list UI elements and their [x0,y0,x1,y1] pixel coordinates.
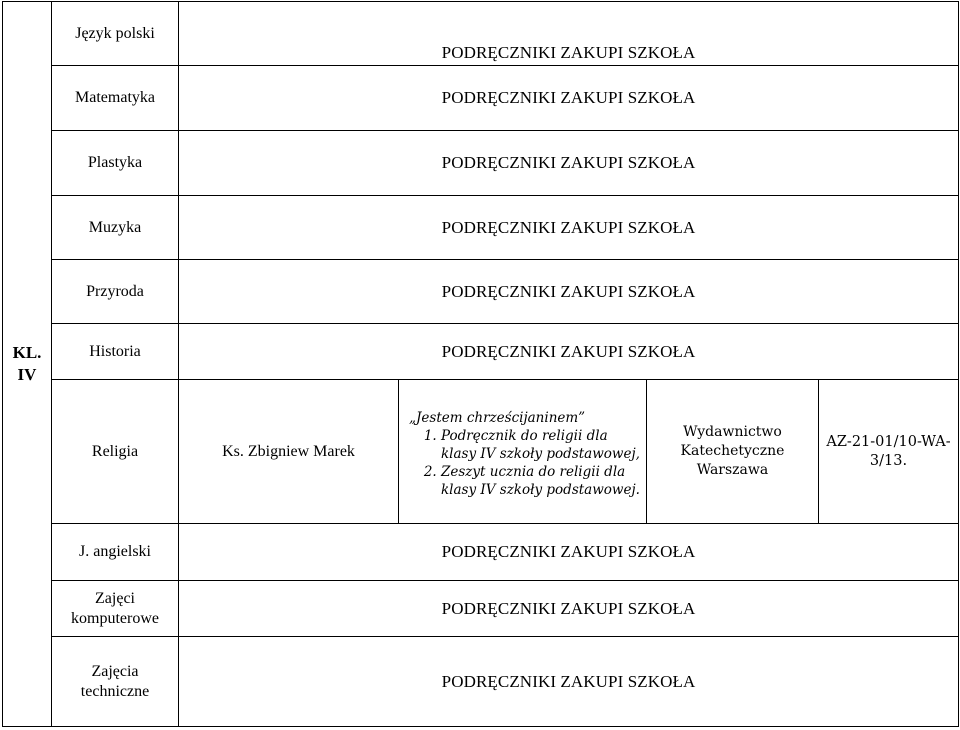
table-row [3,581,959,637]
subject-cell: Muzyka [52,196,179,260]
school-purchase-note: PODRĘCZNIKI ZAKUPI SZKOŁA [179,324,959,380]
class-label: KL. IV [3,2,52,727]
textbook-title-cell [399,380,647,524]
subject-cell: Język polski [52,2,179,66]
approval-number-cell: AZ-21-01/10-WA-3/13. [819,380,959,524]
religion-row [3,380,959,524]
subject-cell: J. angielski [52,524,179,581]
author-cell: Ks. Zbigniew Marek [179,380,399,524]
table-row [3,196,959,260]
table-row [3,66,959,131]
subject-cell: Plastyka [52,131,179,196]
school-purchase-note: PODRĘCZNIKI ZAKUPI SZKOŁA [179,581,959,637]
textbook-list [409,427,640,499]
subject-cell: Zajęcia techniczne [52,637,179,727]
textbook-title: „Jestem chrześcijaninem” [409,409,586,426]
table-row [3,2,959,66]
subject-cell: Przyroda [52,260,179,324]
list-item: 2. Zeszyt ucznia do religii dla klasy IV szkoły podstawowej. [441,463,640,499]
school-purchase-note: PODRĘCZNIKI ZAKUPI SZKOŁA [179,66,959,131]
table-row [3,324,959,380]
table-row [3,524,959,581]
school-purchase-note: PODRĘCZNIKI ZAKUPI SZKOŁA [179,637,959,727]
table-row [3,637,959,727]
subject-cell: Historia [52,324,179,380]
subject-cell: Matematyka [52,66,179,131]
subject-cell: Zajęci komputerowe [52,581,179,637]
school-purchase-note: PODRĘCZNIKI ZAKUPI SZKOŁA [179,260,959,324]
school-purchase-note: PODRĘCZNIKI ZAKUPI SZKOŁA [179,524,959,581]
subject-cell: Religia [52,380,179,524]
publisher-cell: Wydawnictwo Katechetyczne Warszawa [647,380,819,524]
table-row [3,260,959,324]
list-item: 1. Podręcznik do religii dla klasy IV szkoły podstawowej, [441,427,640,463]
table-row [3,131,959,196]
school-purchase-note: PODRĘCZNIKI ZAKUPI SZKOŁA [179,131,959,196]
school-purchase-note: PODRĘCZNIKI ZAKUPI SZKOŁA [179,2,959,66]
textbook-table [2,1,959,727]
school-purchase-note: PODRĘCZNIKI ZAKUPI SZKOŁA [179,196,959,260]
